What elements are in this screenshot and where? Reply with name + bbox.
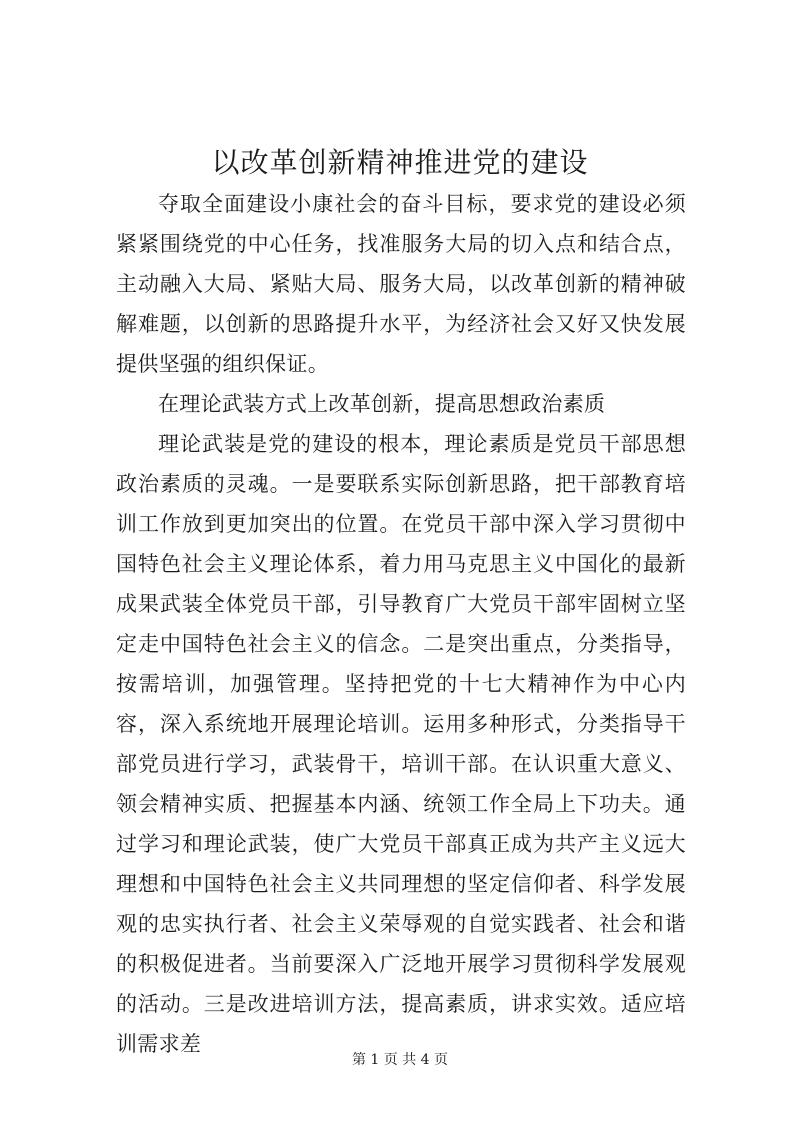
paragraph-intro: 夺取全面建设小康社会的奋斗目标，要求党的建设必须紧紧围绕党的中心任务，找准服务大局的切入点和结合点，主动融入大局、紧贴大局、服务大局，以改革创新的精神破解难题，以创新的思路提升水平，为经济社会又好又快发展提供坚强的组织保证。 xyxy=(116,192,686,376)
paragraph-theory: 理论武装是党的建设的根本，理论素质是党员干部思想政治素质的灵魂。一是要联系实际创新思路，把干部教育培训工作放到更加突出的位置。在党员干部中深入学习贯彻中国特色社会主义理论体系，着力用马克思主义中国化的最新成果武装全体党员干部，引导教育广大党员干部牢固树立坚定走中国特色社会主义的信念。二是突出重点，分类指导，按需培训，加强管理。坚持把党的十七大精神作为中心内容，深入系统地开展理论培训。运用多种形式，分类指导干部党员进行学习，武装骨干，培训干部。在认识重大意义、领会精神实质、把握基本内涵、统领工作全局上下功夫。通过学习和理论武装，使广大党员干部真正成为共产主义远大理想和中国特色社会主义共同理想的坚定信仰者、科学发展观的忠实执行者、社会主义荣辱观的自觉实践者、社会和谐的积极促进者。当前要深入广泛地开展学习贯彻科学发展观的活动。三是改进培训方法，提高素质，讲求实效。适应培训需求差 xyxy=(116,432,686,1056)
document-body xyxy=(116,184,686,1064)
page-footer: 第 1 页 共 4 页 xyxy=(351,1052,449,1068)
document-title: 以改革创新精神推进党的建设 xyxy=(211,146,589,179)
section-heading: 在理论武装方式上改革创新，提高思想政治素质 xyxy=(158,392,606,416)
